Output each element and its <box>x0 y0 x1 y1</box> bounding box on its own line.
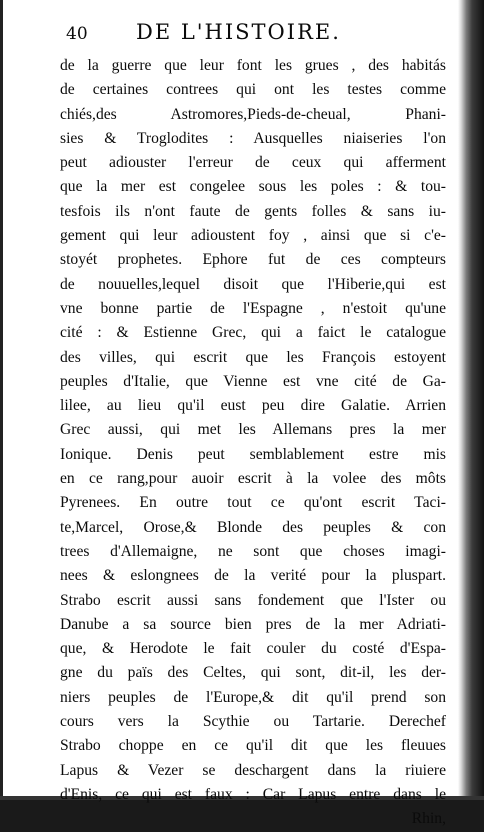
scan-border-left <box>0 0 3 800</box>
text-line: vne bonne partie de l'Espagne , n'estoit qu'une <box>60 299 446 317</box>
page-number: 40 <box>66 24 88 44</box>
text-line: que, & Herodote le fait couler du costé d'Espa- <box>60 640 446 658</box>
text-line: te,Marcel, Orose,& Blonde des peuples & con <box>60 518 446 536</box>
text-line: peut adiouster l'erreur de ceux qui afferment <box>60 154 446 172</box>
text-line: cité : & Estienne Grec, qui a faict le catalogue <box>60 324 446 342</box>
text-line: trees d'Allemaigne, ne sont que choses imagi- <box>60 542 446 560</box>
running-title: DE L'HISTOIRE. <box>136 20 341 44</box>
text-line: stoyét prophetes. Ephore fut de ces compteurs <box>60 251 446 269</box>
running-head <box>60 12 450 48</box>
text-line: Lapus & Vezer se deschargent dans la riuiere <box>60 761 446 779</box>
book-binding-shadow <box>458 0 484 800</box>
page-content <box>60 12 450 832</box>
text-line: Grec aussi, qui met les Allemans pres la mer <box>60 421 446 439</box>
text-line: Ionique. Denis peut semblablement estre mis <box>60 445 446 463</box>
text-line: peuples d'Italie, que Vienne est vne cité de Ga- <box>60 372 446 390</box>
text-line: de certaines contrees qui ont les testes comme <box>60 81 446 99</box>
text-line: nees & eslongnees de la verité pour la pluspart. <box>60 567 446 585</box>
text-line: des villes, qui escrit que les François estoyent <box>60 348 446 366</box>
text-line: sies & Troglodites : Ausquelles niaiseries l'on <box>60 129 446 147</box>
text-line: Pyrenees. En outre tout ce qu'ont escrit Taci- <box>60 494 446 512</box>
text-line: tesfois ils n'ont faute de gents folles & sans iu- <box>60 202 446 220</box>
text-line: niers peuples de l'Europe,& dit qu'il prend son <box>60 688 446 706</box>
text-line: en ce rang,pour auoir escrit à la volee des môts <box>60 470 446 488</box>
text-line: de nouuelles,lequel disoit que l'Hiberie,qui est <box>60 275 446 293</box>
body-text <box>60 54 450 832</box>
text-line: Strabo choppe en ce qu'il dit que les fleuues <box>60 737 446 755</box>
catchword: Rhin, <box>411 810 446 828</box>
text-line: cours vers la Scythie ou Tartarie. Derechef <box>60 713 446 731</box>
text-line: gement qui leur adioustent foy , ainsi que si c'e- <box>60 227 446 245</box>
text-line: Danube a sa source bien pres de la mer Adriati- <box>60 615 446 633</box>
text-line: lilee, au lieu qu'il eust peu dire Galatie. Arrien <box>60 397 446 415</box>
text-line: que la mer est congelee sous les poles : & tou- <box>60 178 446 196</box>
text-line: gne du païs des Celtes, qui sont, dit-il, les der- <box>60 664 446 682</box>
text-line: Strabo escrit aussi sans fondement que l'Ister ou <box>60 591 446 609</box>
text-line: de la guerre que leur font les grues , des habitás <box>60 57 446 74</box>
text-line: d'Enis, ce qui est faux : Car Lapus entre dans le <box>60 785 446 803</box>
text-line: chiés,des Astromores,Pieds-de-cheual, Phani- <box>60 105 446 123</box>
